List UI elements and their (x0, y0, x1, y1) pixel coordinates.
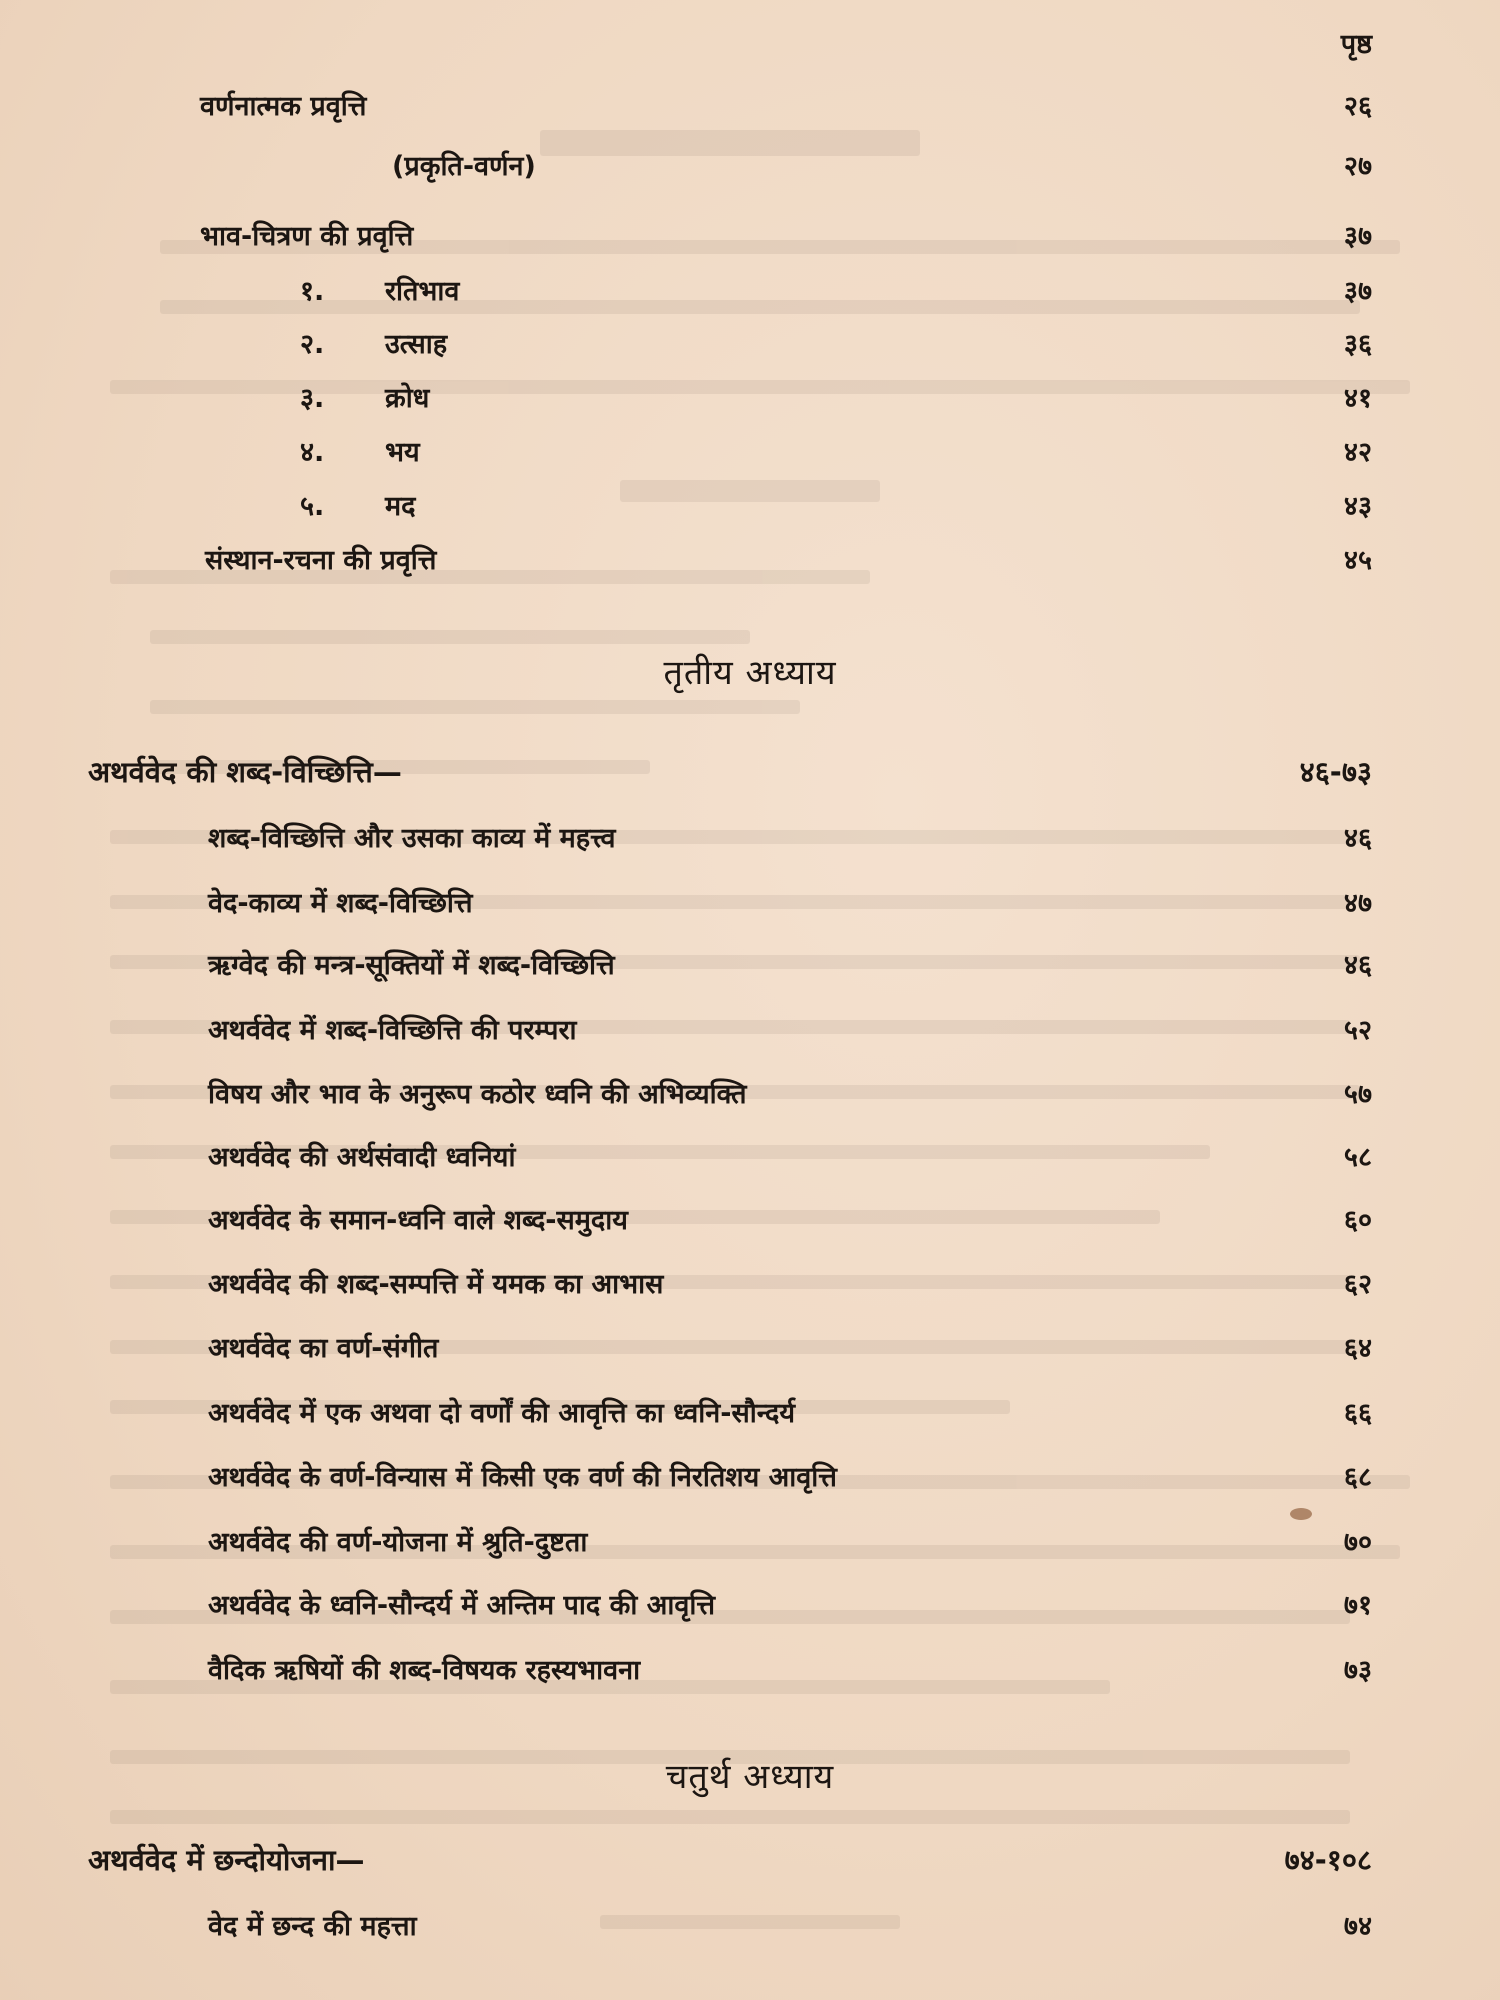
toc-entry-title: भाव-चित्रण की प्रवृत्ति (200, 221, 414, 252)
toc-entry (0, 1393, 1500, 1433)
toc-entry (0, 1585, 1500, 1625)
toc-entry (0, 1650, 1500, 1690)
toc-entry (0, 1457, 1500, 1497)
toc-entry (0, 540, 1500, 580)
toc-entry-page: ३७ (1343, 221, 1372, 252)
toc-entry-title: अथर्ववेद के वर्ण-विन्यास में किसी एक वर्ण की निरतिशय आवृत्ति (208, 1462, 837, 1493)
toc-entry (0, 1200, 1500, 1240)
toc-entry-page: ४२ (1343, 437, 1372, 468)
toc-entry-page: ५८ (1343, 1142, 1372, 1173)
toc-entry-title: शब्द-विच्छित्ति और उसका काव्य में महत्त्व (208, 823, 616, 854)
chapter-title-row (0, 752, 1500, 792)
toc-entry-title: वर्णनात्मक प्रवृत्ति (200, 91, 367, 122)
toc-entry-page: ३६ (1343, 329, 1372, 360)
toc-entry-number: ३. (300, 383, 325, 414)
toc-entry (0, 486, 1500, 526)
chapter-title-row (0, 1840, 1500, 1880)
toc-entry-page: ६६ (1343, 1398, 1372, 1429)
toc-entry-number: ५. (300, 491, 325, 522)
toc-entry (0, 883, 1500, 923)
toc-entry-page: ७४ (1343, 1911, 1372, 1942)
toc-entry-page: ६८ (1343, 1462, 1372, 1493)
toc-entry (0, 1137, 1500, 1177)
toc-entry (0, 378, 1500, 418)
chapter-title: अथर्ववेद की शब्द-विच्छित्ति— (88, 755, 402, 789)
toc-entry-title: रतिभाव (385, 276, 460, 307)
toc-entry-page: ७० (1343, 1527, 1372, 1558)
chapter-page-range: ४६-७३ (1299, 755, 1372, 789)
toc-entry-number: १. (300, 276, 325, 307)
toc-entry (0, 945, 1500, 985)
toc-entry (0, 324, 1500, 364)
toc-entry-title: उत्साह (385, 329, 448, 360)
toc-entry-title: क्रोध (385, 383, 430, 414)
toc-entry (0, 86, 1500, 126)
chapter-heading: तृतीय अध्याय (663, 653, 837, 693)
toc-entry (0, 1010, 1500, 1050)
toc-entry-title: अथर्ववेद में शब्द-विच्छित्ति की परम्परा (208, 1015, 577, 1046)
toc-entry-page: ७१ (1343, 1590, 1372, 1621)
page-column-label: पृष्ठ (1340, 29, 1372, 60)
toc-entry-title: अथर्ववेद के समान-ध्वनि वाले शब्द-समुदाय (208, 1205, 628, 1236)
toc-entry-page: २७ (1343, 151, 1372, 182)
toc-entry-page: २६ (1343, 91, 1372, 122)
toc-entry (0, 818, 1500, 858)
toc-entry-title: अथर्ववेद की शब्द-सम्पत्ति में यमक का आभास (208, 1269, 664, 1300)
toc-entry-title: अथर्ववेद की अर्थसंवादी ध्वनियां (208, 1142, 516, 1173)
toc-entry-page: ४५ (1343, 545, 1372, 576)
toc-entry-page: ६४ (1343, 1333, 1372, 1364)
toc-entry-title: ऋग्वेद की मन्त्र-सूक्तियों में शब्द-विच्छित्ति (208, 950, 615, 981)
toc-entry-title: भय (385, 437, 420, 468)
toc-entry (0, 271, 1500, 311)
toc-entry-title: अथर्ववेद का वर्ण-संगीत (208, 1333, 439, 1364)
toc-entry (0, 432, 1500, 472)
toc-entry (0, 216, 1500, 256)
toc-entry-page: ५२ (1343, 1015, 1372, 1046)
toc-entry-title: वेद-काव्य में शब्द-विच्छित्ति (208, 888, 473, 919)
toc-entry-page: ६२ (1343, 1269, 1372, 1300)
toc-entry-page: ४३ (1343, 491, 1372, 522)
chapter-heading: चतुर्थ अध्याय (665, 1757, 835, 1797)
toc-entry-title: विषय और भाव के अनुरूप कठोर ध्वनि की अभिव्यक्ति (208, 1079, 747, 1110)
toc-entry-title: अथर्ववेद की वर्ण-योजना में श्रुति-दुष्टता (208, 1527, 588, 1558)
toc-entry (0, 1264, 1500, 1304)
toc-entry-page: ४६ (1343, 950, 1372, 981)
toc-entry-title: (प्रकृति-वर्णन) (392, 151, 536, 182)
toc-entry (0, 1074, 1500, 1114)
chapter-page-range: ७४-१०८ (1284, 1843, 1372, 1877)
page-column-label-row (0, 24, 1500, 64)
toc-entry-page: ७३ (1343, 1655, 1372, 1686)
ink-spot (1290, 1508, 1312, 1520)
toc-entry (0, 146, 1500, 186)
toc-entry-number: ४. (300, 437, 325, 468)
toc-entry-title: संस्थान-रचना की प्रवृत्ति (205, 545, 437, 576)
toc-entry-page: ४१ (1343, 383, 1372, 414)
toc-entry-title: अथर्ववेद में एक अथवा दो वर्णों की आवृत्ति का ध्वनि-सौन्दर्य (208, 1398, 796, 1429)
toc-entry-title: मद (385, 491, 416, 522)
toc-entry-title: वेद में छन्द की महत्ता (208, 1911, 417, 1942)
toc-entry-page: ६० (1343, 1205, 1372, 1236)
toc-entry-page: ४७ (1343, 888, 1372, 919)
toc-entry (0, 1522, 1500, 1562)
toc-entry-title: अथर्ववेद के ध्वनि-सौन्दर्य में अन्तिम पाद की आवृत्ति (208, 1590, 715, 1621)
toc-entry (0, 1906, 1500, 1946)
toc-entry-number: २. (300, 329, 325, 360)
toc-entry-page: ४६ (1343, 823, 1372, 854)
chapter-title: अथर्ववेद में छन्दोयोजना— (88, 1843, 365, 1877)
toc-entry-title: वैदिक ऋषियों की शब्द-विषयक रहस्यभावना (208, 1655, 641, 1686)
toc-entry (0, 1328, 1500, 1368)
toc-entry-page: ५७ (1343, 1079, 1372, 1110)
toc-entry-page: ३७ (1343, 276, 1372, 307)
